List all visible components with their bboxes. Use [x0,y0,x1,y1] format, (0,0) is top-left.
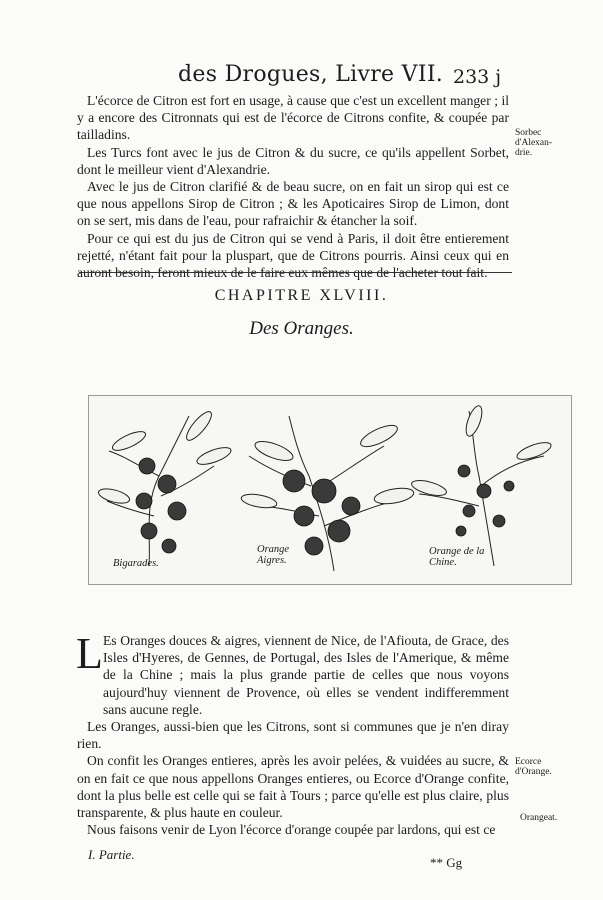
section-divider [79,272,512,273]
running-title: des Drogues, Livre VII. [178,62,444,87]
paragraph-confit: On confit les Oranges entieres, après les avoir pelées, & vuidées au sucre, & on en fait ce que nous appellons Oranges entieres, ou Ecorce d'Orange confite, dont la plus belle est celle qui se fait à Tours ; parce qu'elle est plus claire, plus transparente, & plus haute en couleur. [77,753,509,821]
paragraph-sorbet: Les Turcs font avec le jus de Citron & du sucre, ce qu'ils appellent Sorbet, dont le meilleur vient d'Alexandrie. [77,144,509,177]
botanical-engraving [88,395,572,585]
paragraph-ecorce-citron: L'écorce de Citron est fort en usage, à cause que c'est un excellent manger ; il y a encore des Citronnats qui est de l'écorce de Citrons confite, & coupée par tailladins. [77,93,509,143]
margin-note-sorbet: Sorbec d'Alexan-drie. [515,128,553,158]
margin-note-ecorce: Ecorce d'Orange. [515,757,552,777]
chapter-title: CHAPITRE XLVIII. [214,287,389,304]
footer-signature-right: ** Gg [430,855,463,870]
paragraph-jus-paris: Pour ce qui est du jus de Citron qui se vend à Paris, il doit être entierement rejetté, n'étant fait pour la pluspart, que de Citrons pourris. Ainsi ceux qui en auront besoin, feront mieux de le faire eux mêmes que de l'acheter tout fait. [77,230,509,281]
footer-signature-left: I. Partie. [88,847,135,862]
paragraph-communes: Les Oranges, aussi-bien que les Citrons, sont si communes que je n'en diray rien. [77,719,509,752]
paragraph-lyon: Nous faisons venir de Lyon l'écorce d'orange coupée par lardons, qui est ce [87,822,496,838]
top-text-block [77,92,509,281]
bottom-text-block [77,718,509,838]
chapter-subtitle: Des Oranges. [249,318,354,339]
caption-bigarades: Bigarades. [113,558,159,569]
caption-orange-chine: Orange de la Chine. [429,546,485,568]
bottom-first-paragraph: Es Oranges douces & aigres, viennent de Nice, de l'Afiouta, de Grace, des Isles d'Hyeres, de Gennes, de Portugal, des Isles de l'Amerique, & même de la Chine ; mais la plus grande partie de celles que nous voyons aujourd'huy viennent de Provence, où elles se vendent indifferemment sans aucune regle. [103,633,509,717]
margin-note-orangeat: Orangeat. [520,813,558,823]
drop-cap: L [76,629,103,678]
page-number: 233 j [453,66,502,88]
paragraph-sirop: Avec le jus de Citron clarifié & de beau sucre, on en fait un sirop qui est ce que nous appellons Sirop de Citron ; & les Apoticaires Sirop de Limon, dont on se sert, mis dans de l'eau, pour rafraichir & étancher la soif. [77,179,509,229]
caption-orange-aigres: Orange Aigres. [257,544,290,566]
